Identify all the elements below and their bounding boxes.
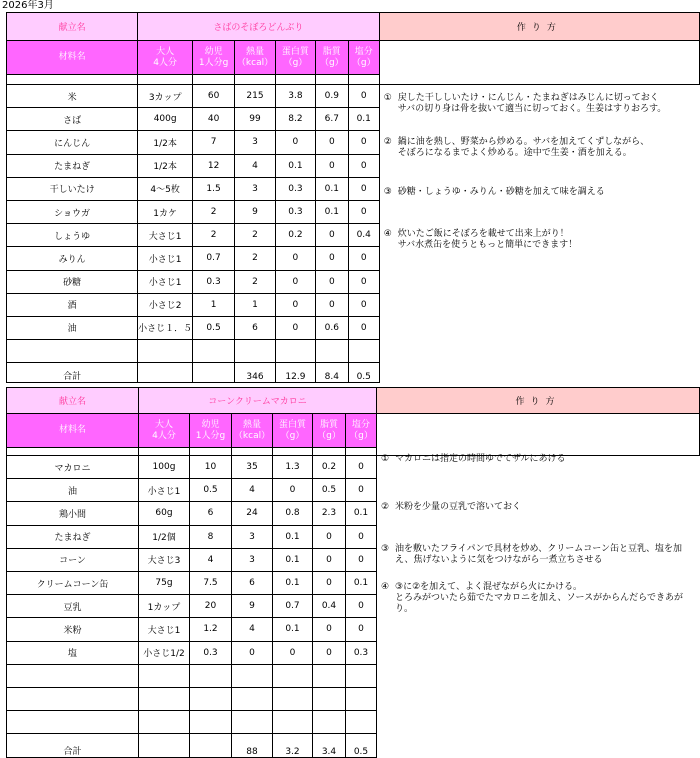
- cell-protein: 0.1: [273, 548, 313, 571]
- cell-protein: 0: [275, 316, 315, 339]
- table-row: [7, 340, 700, 363]
- cell-name: 酒: [7, 293, 138, 316]
- cell-name: さば: [7, 108, 138, 131]
- total-salt: 0.5: [348, 363, 379, 383]
- cell-child: 20: [190, 595, 232, 618]
- adult-header: 大人 4人分: [138, 41, 193, 75]
- cell-fat: 0: [313, 641, 346, 664]
- cell-protein: 0.2: [275, 224, 315, 247]
- total-row: [7, 734, 700, 758]
- cell-salt: 0.1: [346, 502, 377, 525]
- cell-protein: 0.7: [273, 595, 313, 618]
- cell-name: 干しいたけ: [7, 177, 138, 200]
- adult-header: 大人 4人分: [139, 414, 190, 448]
- cell-fat: [313, 687, 346, 710]
- ingredient-header: 材料名: [7, 414, 139, 448]
- cell-name: 油: [7, 316, 138, 339]
- cell-name: クリームコーン缶: [7, 571, 139, 594]
- cell-name: 塩: [7, 641, 139, 664]
- cell-protein: 1.3: [273, 456, 313, 479]
- cell-fat: [313, 711, 346, 734]
- cell-salt: 0: [346, 479, 377, 502]
- cell-name: 米: [7, 85, 138, 108]
- cell-name: 鶏小間: [7, 502, 139, 525]
- cell-kcal: 9: [232, 595, 273, 618]
- cell-child: 1.2: [190, 618, 232, 641]
- cell-fat: 0: [315, 131, 348, 154]
- step: ③ 砂糖・しょうゆ・みりん・砂糖を加えて味を調える: [383, 187, 605, 197]
- cell-salt: 0: [348, 85, 379, 108]
- ingredient-header: 材料名: [7, 41, 138, 75]
- cell-adult: 75g: [139, 571, 190, 594]
- date-label: 2026年3月: [2, 0, 54, 11]
- cell-name: たまねぎ: [7, 525, 139, 548]
- cell-protein: 0.3: [275, 200, 315, 223]
- cell-adult: 大さじ3: [139, 548, 190, 571]
- cell-salt: 0: [348, 131, 379, 154]
- cell-fat: 0: [313, 525, 346, 548]
- total-kcal: 88: [232, 734, 273, 758]
- steps-cell: [377, 414, 700, 614]
- total-salt: 0.5: [346, 734, 377, 758]
- cell-kcal: 9: [235, 200, 276, 223]
- cell-kcal: 99: [235, 108, 276, 131]
- protein-header: 蛋白質 （g）: [275, 41, 315, 75]
- cell-adult: [138, 340, 193, 363]
- cell-name: [7, 711, 139, 734]
- cell-kcal: [232, 687, 273, 710]
- cell-adult: [139, 711, 190, 734]
- recipe-title: コーンクリームマカロニ: [139, 388, 377, 414]
- cell-name: しょうゆ: [7, 224, 138, 247]
- cell-name: にんじん: [7, 131, 138, 154]
- cell-salt: 0.1: [346, 571, 377, 594]
- cell-name: 油: [7, 479, 139, 502]
- cell-fat: 0.1: [315, 200, 348, 223]
- cell-salt: [346, 664, 377, 687]
- cell-fat: [313, 664, 346, 687]
- cell-child: 1.5: [193, 177, 235, 200]
- table-row: [7, 200, 700, 223]
- cell-salt: [346, 711, 377, 734]
- cell-fat: [315, 340, 348, 363]
- cell-salt: 0.4: [348, 224, 379, 247]
- cell-protein: 8.2: [275, 108, 315, 131]
- cell-kcal: 215: [235, 85, 276, 108]
- cell-protein: 0.1: [273, 525, 313, 548]
- cell-adult: 1/2本: [138, 154, 193, 177]
- cell-protein: 0.1: [275, 154, 315, 177]
- cell-protein: 3.8: [275, 85, 315, 108]
- cell-kcal: 4: [232, 618, 273, 641]
- protein-header: 蛋白質 （g）: [273, 414, 313, 448]
- cell-adult: 小さじ1: [138, 247, 193, 270]
- cell-adult: 大さじ1: [138, 224, 193, 247]
- cell-kcal: 2: [235, 270, 276, 293]
- cell-fat: 0: [315, 224, 348, 247]
- cell-kcal: 2: [235, 247, 276, 270]
- cell-child: [190, 664, 232, 687]
- step: ④ 炊いたご飯にそぼろを載せて出来上がり！ サバ水煮缶を使うともっと簡単にできます！: [383, 229, 578, 250]
- cell-kcal: 4: [235, 154, 276, 177]
- cell-salt: 0: [348, 200, 379, 223]
- cell-salt: 0: [348, 316, 379, 339]
- step: ② 米粉を少量の豆乳で溶いておく: [381, 502, 522, 512]
- cell-kcal: 1: [235, 293, 276, 316]
- cell-child: 0.7: [193, 247, 235, 270]
- cell-protein: 0: [275, 293, 315, 316]
- cell-kcal: 3: [232, 548, 273, 571]
- step: ④ ③に②を加えて、よく混ぜながら火にかける。 とろみがついたら茹でたマカロニを加え、ソースがからんだらできあがり。: [381, 582, 684, 614]
- cell-child: 0.3: [193, 270, 235, 293]
- step: ① 戻した干ししいたけ・にんじん・たまねぎはみじんに切っておく サバの切り身は骨を抜いて適当に切っておく。生姜はすりおろす。: [383, 93, 667, 114]
- cell-child: 0.5: [193, 316, 235, 339]
- cell-fat: 0: [315, 247, 348, 270]
- recipe-title: さばのそぼろどんぶり: [138, 13, 380, 41]
- cell-child: 10: [190, 456, 232, 479]
- cell-name: コーン: [7, 548, 139, 571]
- cell-name: [7, 340, 138, 363]
- total-adult: [138, 363, 193, 383]
- cell-protein: 0.8: [273, 502, 313, 525]
- cell-child: 0.5: [190, 479, 232, 502]
- cell-salt: 0: [348, 154, 379, 177]
- cell-fat: 0: [315, 154, 348, 177]
- table-row: [7, 687, 700, 710]
- total-protein: 12.9: [275, 363, 315, 383]
- table-row: [7, 316, 700, 339]
- cell-child: [190, 687, 232, 710]
- cell-adult: 100g: [139, 456, 190, 479]
- recipe-table: [6, 12, 700, 383]
- cell-salt: 0: [346, 595, 377, 618]
- cell-kcal: 35: [232, 456, 273, 479]
- cell-protein: 0: [275, 270, 315, 293]
- cell-child: 8: [190, 525, 232, 548]
- cell-fat: 2.3: [313, 502, 346, 525]
- cell-name: 米粉: [7, 618, 139, 641]
- cell-child: 2: [193, 200, 235, 223]
- fat-header: 脂質 （g）: [315, 41, 348, 75]
- cell-fat: 0: [313, 571, 346, 594]
- cell-salt: 0: [346, 456, 377, 479]
- salt-header: 塩分 （g）: [348, 41, 379, 75]
- cell-adult: 小さじ1/2: [139, 641, 190, 664]
- energy-header: 熱量 （kcal）: [232, 414, 273, 448]
- cell-salt: 0: [346, 548, 377, 571]
- total-label: 合計: [7, 363, 138, 383]
- cell-name: みりん: [7, 247, 138, 270]
- cell-kcal: 6: [232, 571, 273, 594]
- child-header: 幼児 1人分g: [193, 41, 235, 75]
- table-row: [7, 479, 700, 502]
- cell-kcal: 6: [235, 316, 276, 339]
- cell-adult: 1/2個: [139, 525, 190, 548]
- cell-salt: 0: [348, 247, 379, 270]
- cell-protein: 0: [273, 479, 313, 502]
- cell-fat: 0.4: [313, 595, 346, 618]
- cell-name: 砂糖: [7, 270, 138, 293]
- table-row: [7, 618, 700, 641]
- cell-protein: [273, 687, 313, 710]
- cell-kcal: 0: [232, 641, 273, 664]
- cell-salt: [346, 687, 377, 710]
- cell-salt: 0: [348, 177, 379, 200]
- child-header: 幼児 1人分g: [190, 414, 232, 448]
- cell-child: 60: [193, 85, 235, 108]
- cell-adult: 1/2本: [138, 131, 193, 154]
- cell-name: [7, 664, 139, 687]
- cell-fat: 6.7: [315, 108, 348, 131]
- cell-protein: 0: [273, 641, 313, 664]
- cell-salt: [348, 340, 379, 363]
- cell-name: [7, 687, 139, 710]
- table-row: [7, 711, 700, 734]
- cell-kcal: 24: [232, 502, 273, 525]
- cell-kcal: [232, 664, 273, 687]
- cell-fat: 0: [313, 618, 346, 641]
- cell-child: 12: [193, 154, 235, 177]
- cell-child: 7: [193, 131, 235, 154]
- cell-name: ショウガ: [7, 200, 138, 223]
- cell-salt: 0: [348, 293, 379, 316]
- cell-child: 6: [190, 502, 232, 525]
- cell-protein: 0.1: [273, 571, 313, 594]
- cell-salt: 0.1: [348, 108, 379, 131]
- table-row: [7, 641, 700, 664]
- cell-fat: 0: [315, 270, 348, 293]
- cell-kcal: 3: [235, 177, 276, 200]
- cell-kcal: [235, 340, 276, 363]
- cell-fat: 0.5: [313, 479, 346, 502]
- cell-protein: 0: [275, 247, 315, 270]
- cell-name: 豆乳: [7, 595, 139, 618]
- cell-kcal: 3: [232, 525, 273, 548]
- cell-fat: 0.2: [313, 456, 346, 479]
- cell-adult: 400g: [138, 108, 193, 131]
- cell-adult: 60g: [139, 502, 190, 525]
- cell-protein: [273, 664, 313, 687]
- cell-fat: 0.9: [315, 85, 348, 108]
- cell-protein: 0.1: [273, 618, 313, 641]
- cell-adult: 3カップ: [138, 85, 193, 108]
- cell-salt: 0: [346, 618, 377, 641]
- step: ③ 油を敷いたフライパンで具材を炒め、クリームコーン缶と豆乳、塩を加え、焦げないように気をつけながら一煮立ちさせる: [381, 544, 683, 565]
- salt-header: 塩分 （g）: [346, 414, 377, 448]
- cell-adult: 1カケ: [138, 200, 193, 223]
- cell-salt: 0: [348, 270, 379, 293]
- cell-protein: 0: [275, 131, 315, 154]
- cell-adult: 1カップ: [139, 595, 190, 618]
- total-child: [190, 734, 232, 758]
- cell-adult: 小さじ１．５: [138, 316, 193, 339]
- step: ① マカロニは指定の時間ゆでてザルにあける: [381, 454, 566, 464]
- cell-salt: 0: [346, 525, 377, 548]
- howto-heading: 作り方: [379, 13, 699, 41]
- cell-adult: [139, 687, 190, 710]
- cell-child: 40: [193, 108, 235, 131]
- step: ② 鍋に油を熱し、野菜から炒める。サバを加えてくずしながら、 そぼろになるまでよく炒める。途中で生姜・酒を加える。: [383, 137, 650, 158]
- howto-heading: 作り方: [377, 388, 700, 414]
- cell-child: [193, 340, 235, 363]
- table-row: [7, 664, 700, 687]
- cell-protein: [273, 711, 313, 734]
- cell-adult: [139, 664, 190, 687]
- cell-child: 1: [193, 293, 235, 316]
- cell-kcal: 4: [232, 479, 273, 502]
- cell-salt: 0.3: [346, 641, 377, 664]
- cell-child: 4: [190, 548, 232, 571]
- recipe-table: [6, 387, 700, 758]
- fat-header: 脂質 （g）: [313, 414, 346, 448]
- total-row: [7, 363, 700, 383]
- cell-fat: 0.6: [315, 316, 348, 339]
- steps-cell: [379, 41, 699, 250]
- cell-fat: 0.1: [315, 177, 348, 200]
- total-protein: 3.2: [273, 734, 313, 758]
- cell-child: 2: [193, 224, 235, 247]
- cell-adult: 小さじ1: [139, 479, 190, 502]
- total-fat: 3.4: [313, 734, 346, 758]
- cell-name: たまねぎ: [7, 154, 138, 177]
- cell-child: [190, 711, 232, 734]
- table-row: [7, 293, 700, 316]
- cell-name: マカロニ: [7, 456, 139, 479]
- cell-adult: 小さじ1: [138, 270, 193, 293]
- cell-protein: 0.3: [275, 177, 315, 200]
- total-kcal: 346: [235, 363, 276, 383]
- cell-fat: 0: [313, 548, 346, 571]
- cell-adult: 4～5枚: [138, 177, 193, 200]
- cell-kcal: [232, 711, 273, 734]
- menu-name-label: 献立名: [7, 388, 139, 414]
- cell-kcal: 2: [235, 224, 276, 247]
- cell-adult: 大さじ1: [139, 618, 190, 641]
- cell-fat: 0: [315, 293, 348, 316]
- cell-child: 7.5: [190, 571, 232, 594]
- total-fat: 8.4: [315, 363, 348, 383]
- table-row: [7, 270, 700, 293]
- energy-header: 熱量 （kcal）: [235, 41, 276, 75]
- cell-kcal: 3: [235, 131, 276, 154]
- menu-name-label: 献立名: [7, 13, 138, 41]
- cell-child: 0.3: [190, 641, 232, 664]
- cell-protein: [275, 340, 315, 363]
- total-child: [193, 363, 235, 383]
- cell-adult: 小さじ2: [138, 293, 193, 316]
- total-label: 合計: [7, 734, 139, 758]
- total-adult: [139, 734, 190, 758]
